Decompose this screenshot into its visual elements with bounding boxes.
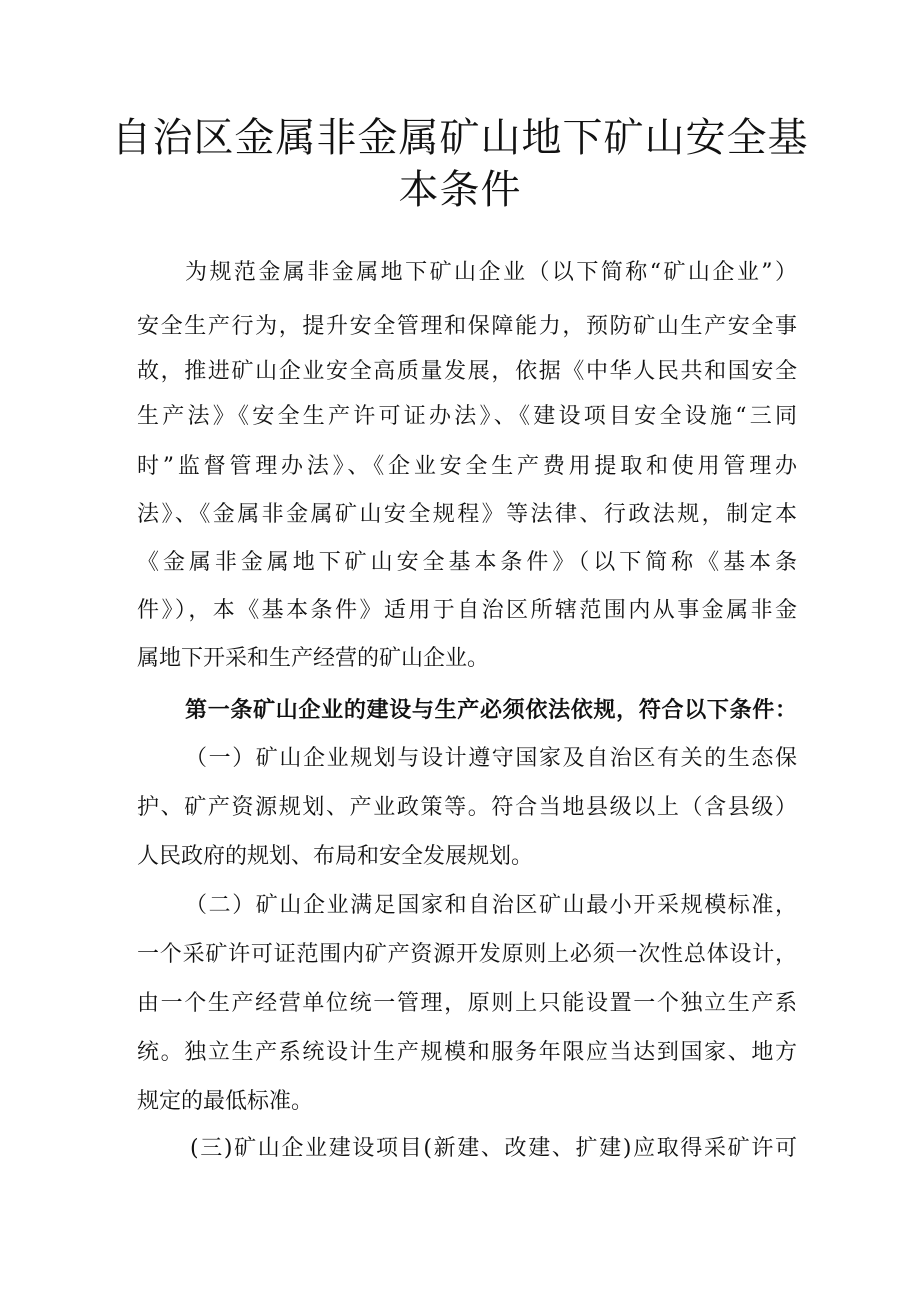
intro-line: 属地下开采和生产经营的矿山企业。 (137, 646, 490, 671)
intro-line: 故，推进矿山企业安全高质量发展，依据《中华人民共和国安全 (137, 359, 797, 384)
intro-line: 安全生产行为，提升安全管理和保障能力，预防矿山生产安全事 (137, 314, 797, 339)
item-1-line: （一）矿山企业规划与设计遵守国家及自治区有关的生态保 (185, 746, 797, 771)
item-2-line: 由一个生产经营单位统一管理，原则上只能设置一个独立生产系 (137, 991, 797, 1016)
intro-line: 法》、《金属非金属矿山安全规程》等法律、行政法规，制定本 (137, 502, 797, 527)
item-2-line: 一个采矿许可证范围内矿产资源开发原则上必须一次性总体设计， (137, 942, 797, 967)
item-2-line: 规定的最低标准。 (137, 1089, 314, 1114)
intro-line: 为规范金属非金属地下矿山企业（以下简称“矿山企业”） (185, 260, 797, 285)
item-2-line: （二）矿山企业满足国家和自治区矿山最小开采规模标准， (185, 893, 797, 918)
document-title-line-1: 自治区金属非金属矿山地下矿山安全基 (111, 115, 809, 161)
document-title-line-2: 本条件 (398, 167, 522, 213)
item-2-line: 统。独立生产系统设计生产规模和服务年限应当达到国家、地方 (137, 1040, 797, 1065)
intro-line: 件》），本《基本条件》适用于自治区所辖范围内从事金属非金 (137, 598, 797, 623)
intro-line: 时”监督管理办法》、《企业安全生产费用提取和使用管理办 (137, 454, 797, 479)
article-1-heading: 第一条矿山企业的建设与生产必须依法依规，符合以下条件： (185, 698, 797, 723)
intro-line: 《金属非金属地下矿山安全基本条件》（以下简称《基本条 (137, 550, 797, 575)
item-3-line: (三)矿山企业建设项目(新建、改建、扩建)应取得采矿许可 (190, 1136, 797, 1161)
item-1-line: 人民政府的规划、布局和安全发展规划。 (137, 844, 534, 869)
intro-line: 生产法》《安全生产许可证办法》、《建设项目安全设施“三同 (137, 404, 797, 429)
item-1-line: 护、矿产资源规划、产业政策等。符合当地县级以上（含县级） (137, 795, 797, 820)
